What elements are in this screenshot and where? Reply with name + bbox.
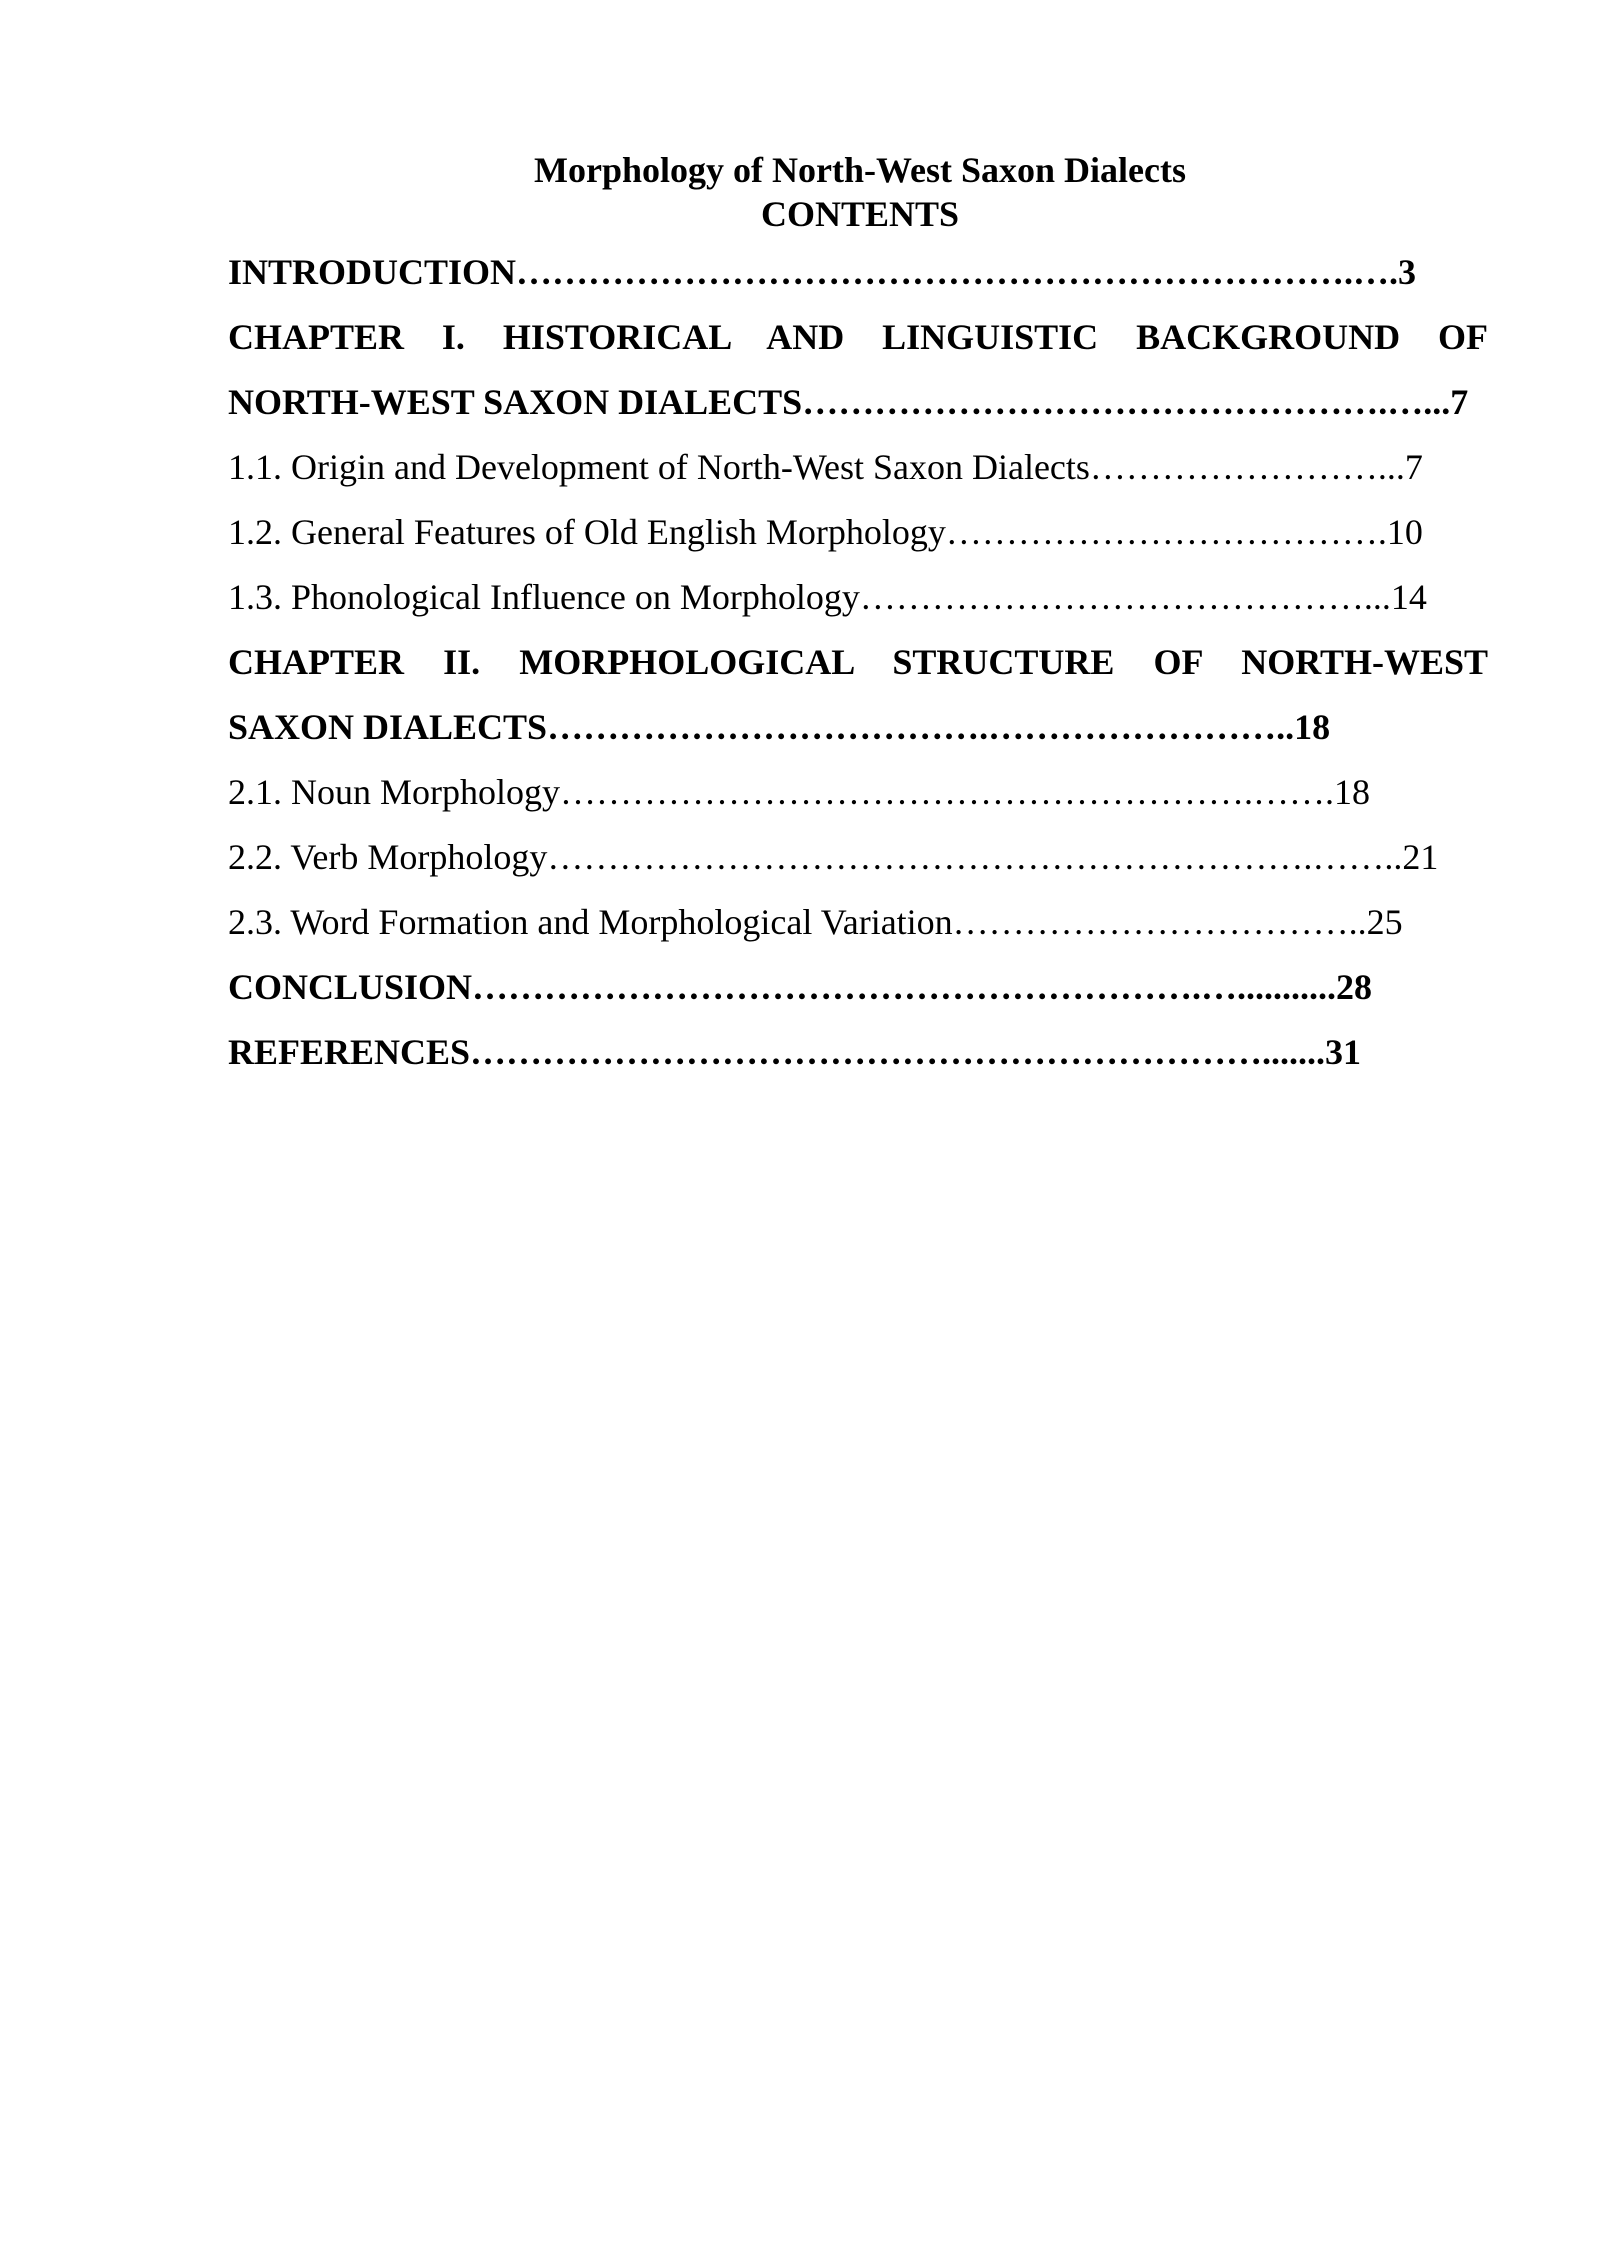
toc-entry-section-2-3: 2.3. Word Formation and Morphological Variation……………………………..25 xyxy=(228,902,1403,942)
toc-entry-section-1-1: 1.1. Origin and Development of North-West Saxon Dialects……………………...7 xyxy=(228,447,1423,487)
toc-entry-introduction: INTRODUCTION…………………………………………………………….….3 xyxy=(228,252,1417,292)
table-of-contents xyxy=(228,240,1488,1085)
toc-entry-conclusion: CONCLUSION…………………………………………………….…...........28 xyxy=(228,967,1373,1007)
toc-entry-section-1-2: 1.2. General Features of Old English Morphology……………………………….10 xyxy=(228,512,1423,552)
toc-entry-chapter-1-line-2: NORTH-WEST SAXON DIALECTS………………………………………….…...7 xyxy=(228,382,1469,422)
toc-entry-chapter-2-line-1: CHAPTER II. MORPHOLOGICAL STRUCTURE OF NORTH-WEST xyxy=(228,642,1488,682)
document-title: Morphology of North-West Saxon Dialects xyxy=(534,150,1186,190)
toc-entry-section-1-3: 1.3. Phonological Influence on Morphology……………………………………...14 xyxy=(228,577,1427,617)
toc-entry-references: REFERENCES………………………………………………………….......31 xyxy=(228,1032,1362,1072)
toc-entry-section-2-2: 2.2. Verb Morphology……………………………………………………….……..21 xyxy=(228,837,1439,877)
toc-entry-chapter-2-line-2: SAXON DIALECTS……………………………….……………………..18 xyxy=(228,707,1331,747)
contents-heading: CONTENTS xyxy=(760,194,960,234)
toc-entry-chapter-1-line-1: CHAPTER I. HISTORICAL AND LINGUISTIC BACKGROUND OF xyxy=(228,317,1488,357)
toc-entry-section-2-1: 2.1. Noun Morphology………………………………………………….…….18 xyxy=(228,772,1370,812)
title-block xyxy=(0,148,1600,236)
